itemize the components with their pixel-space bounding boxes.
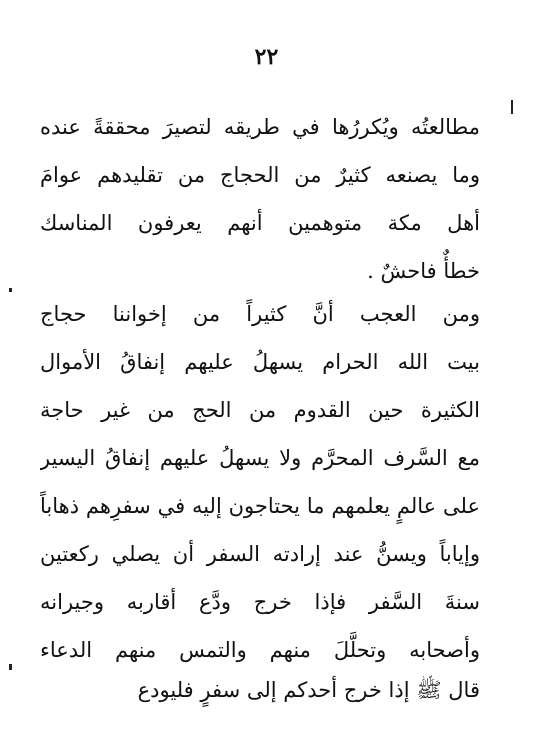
margin-mark-middle — [9, 288, 12, 292]
paragraph-line: مع السَّرف المحرَّم ولا يسهلُ عليهم إنفاقُ اليسير — [40, 446, 480, 470]
paragraph-line: على عالمٍ يعلمهم ما يحتاجون إليه في سفرِهم ذهاباً — [40, 494, 480, 518]
paragraph-line: بيت الله الحرام يسهلُ عليهم إنفاقُ الأموال — [40, 350, 480, 374]
paragraph-line: وما يصنعه كثيرٌ من الحجاج من تقليدهم عوامَ — [40, 163, 480, 187]
paragraph-3 — [40, 666, 480, 714]
paragraph-line: وإياباً ويسنُّ عند إرادته السفر أن يصلي ركعتين — [40, 542, 480, 566]
paragraph-line: سنةَ السَّفر فإذا خرج ودَّع أقاربه وجيرانه — [40, 590, 480, 614]
paragraph-line: مطالعتُه ويُكررُها في طريقه لتصيرَ محققةً عنده — [40, 115, 480, 139]
page-number: ٢٢ — [254, 44, 279, 70]
paragraph-line: الكثيرة حين القدوم من الحج من غير حاجة — [40, 398, 480, 422]
paragraph-2 — [40, 290, 480, 674]
paragraph-line: ومن العجب أنَّ كثيراً من إخواننا حجاج — [40, 302, 480, 326]
paragraph-line: أهل مكة متوهمين أنهم يعرفون المناسك — [40, 211, 480, 235]
paragraph-line: قال ﷺ إذا خرج أحدكم إلى سفرٍ فليودع — [137, 678, 480, 702]
paragraph-1 — [40, 103, 480, 295]
paragraph-line: وأصحابه وتحلَّلَ منهم والتمس منهم الدعاء — [40, 638, 480, 662]
margin-mark-bottom — [9, 664, 12, 670]
paragraph-line: خطأٌ فاحشٌ . — [367, 259, 480, 283]
margin-mark-top — [511, 100, 513, 114]
